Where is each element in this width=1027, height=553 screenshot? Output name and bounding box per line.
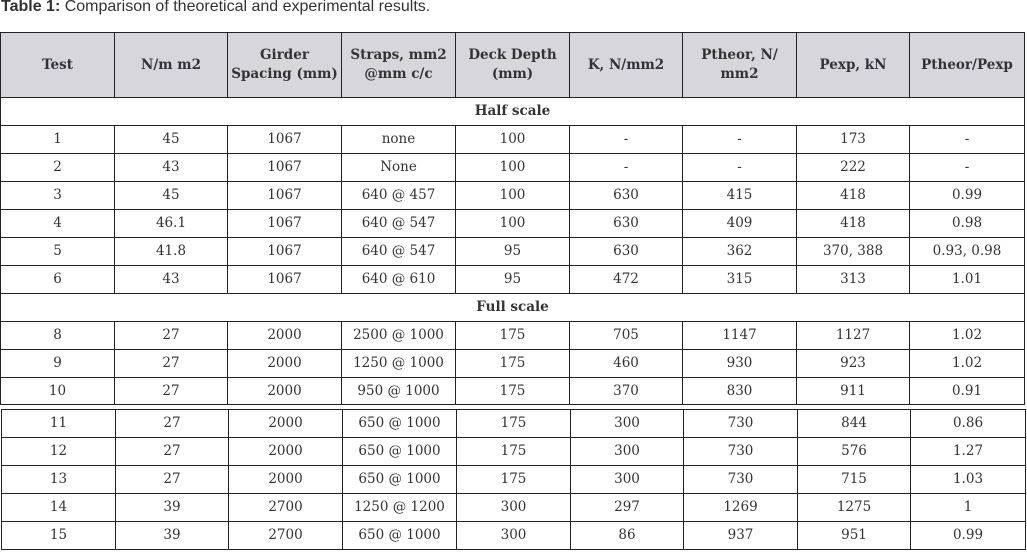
- cell: 2700: [229, 494, 343, 522]
- cell: 175: [456, 378, 570, 405]
- cell: 730: [684, 410, 798, 438]
- cell: 1127: [797, 322, 910, 350]
- caption-label: Table 1:: [1, 0, 61, 15]
- table-row: [1, 238, 1025, 266]
- cell: 415: [683, 182, 797, 210]
- cell: 640 @ 547: [342, 238, 456, 266]
- section-title: Half scale: [1, 98, 1025, 126]
- cell: 0.99: [911, 522, 1026, 550]
- cell: 13: [2, 466, 116, 494]
- cell: 630: [570, 182, 683, 210]
- cell: 39: [116, 494, 229, 522]
- cell: -: [683, 154, 797, 182]
- col-header-ptheor: Ptheor, N/ mm2: [683, 33, 797, 98]
- cell: 173: [797, 126, 910, 154]
- cell: 630: [570, 238, 683, 266]
- cell: 370, 388: [797, 238, 910, 266]
- cell: 1147: [683, 322, 797, 350]
- cell: 300: [457, 522, 571, 550]
- col-header-pexp: Pexp, kN: [797, 33, 910, 98]
- cell: None: [342, 154, 456, 182]
- col-header-deck-depth: Deck Depth (mm): [456, 33, 570, 98]
- cell: 911: [797, 378, 910, 405]
- table-row: [2, 522, 1026, 550]
- table-row: [2, 438, 1026, 466]
- cell: 1067: [228, 182, 342, 210]
- cell: 705: [570, 322, 683, 350]
- table-row: [1, 126, 1025, 154]
- cell: -: [683, 126, 797, 154]
- cell: -: [570, 154, 683, 182]
- cell: 576: [798, 438, 911, 466]
- cell: 12: [2, 438, 116, 466]
- cell: 39: [116, 522, 229, 550]
- cell: 1067: [228, 238, 342, 266]
- cell: 8: [1, 322, 115, 350]
- cell: 640 @ 610: [342, 266, 456, 294]
- cell: 10: [1, 378, 115, 405]
- table-row: [1, 378, 1025, 405]
- table-row: [1, 182, 1025, 210]
- cell: 1250 @ 1000: [342, 350, 456, 378]
- cell: 362: [683, 238, 797, 266]
- caption-text: Comparison of theoretical and experimental results.: [60, 0, 431, 15]
- cell: 923: [797, 350, 910, 378]
- cell: 2000: [229, 410, 343, 438]
- cell: 2700: [229, 522, 343, 550]
- cell: 15: [2, 522, 116, 550]
- cell: 27: [116, 438, 229, 466]
- cell: 41.8: [115, 238, 228, 266]
- cell: 0.91: [910, 378, 1025, 405]
- cell: 1269: [684, 494, 798, 522]
- cell: 95: [456, 266, 570, 294]
- table-row: [2, 410, 1026, 438]
- cell: 472: [570, 266, 683, 294]
- cell: -: [910, 154, 1025, 182]
- col-header-load: N/m m2: [115, 33, 228, 98]
- cell: 5: [1, 238, 115, 266]
- cell: 730: [684, 466, 798, 494]
- cell: 175: [456, 322, 570, 350]
- cell: 715: [798, 466, 911, 494]
- cell: 630: [570, 210, 683, 238]
- section-title: Full scale: [1, 294, 1025, 322]
- cell: 640 @ 547: [342, 210, 456, 238]
- col-header-girder-spacing: Girder Spacing (mm): [228, 33, 342, 98]
- cell: 650 @ 1000: [343, 438, 457, 466]
- header-row: [1, 33, 1025, 98]
- cell: 950 @ 1000: [342, 378, 456, 405]
- cell: 2500 @ 1000: [342, 322, 456, 350]
- cell: 951: [798, 522, 911, 550]
- table-caption: [1, 0, 430, 17]
- table-row: [1, 266, 1025, 294]
- cell: 409: [683, 210, 797, 238]
- cell: none: [342, 126, 456, 154]
- cell: 27: [115, 350, 228, 378]
- cell: 300: [571, 438, 684, 466]
- results-table: [0, 32, 1025, 405]
- cell: 2000: [228, 378, 342, 405]
- col-header-ratio: Ptheor/Pexp: [910, 33, 1025, 98]
- cell: 2000: [229, 438, 343, 466]
- cell: 1: [1, 126, 115, 154]
- cell: 2000: [229, 466, 343, 494]
- cell: 370: [570, 378, 683, 405]
- cell: 930: [683, 350, 797, 378]
- cell: 1.01: [910, 266, 1025, 294]
- cell: 1.02: [910, 350, 1025, 378]
- cell: 1067: [228, 210, 342, 238]
- cell: 650 @ 1000: [343, 410, 457, 438]
- cell: 175: [456, 350, 570, 378]
- cell: 830: [683, 378, 797, 405]
- cell: 844: [798, 410, 911, 438]
- col-header-straps: Straps, mm2 @mm c/c: [342, 33, 456, 98]
- cell: 1.27: [911, 438, 1026, 466]
- table-row: [2, 466, 1026, 494]
- cell: 175: [457, 466, 571, 494]
- cell: 0.86: [911, 410, 1026, 438]
- cell: 1067: [228, 154, 342, 182]
- cell: 6: [1, 266, 115, 294]
- cell: 315: [683, 266, 797, 294]
- cell: 460: [570, 350, 683, 378]
- cell: 175: [457, 410, 571, 438]
- cell: 0.98: [910, 210, 1025, 238]
- results-table-continued: [1, 409, 1026, 550]
- cell: 43: [115, 154, 228, 182]
- cell: 45: [115, 126, 228, 154]
- table-row: [1, 154, 1025, 182]
- cell: 300: [457, 494, 571, 522]
- cell: 1275: [798, 494, 911, 522]
- table-row: [1, 322, 1025, 350]
- cell: 11: [2, 410, 116, 438]
- cell: 9: [1, 350, 115, 378]
- cell: 2: [1, 154, 115, 182]
- cell: 2000: [228, 350, 342, 378]
- section-row-full-scale: [1, 294, 1025, 322]
- cell: 27: [115, 378, 228, 405]
- cell: 175: [457, 438, 571, 466]
- cell: 1: [911, 494, 1026, 522]
- cell: 46.1: [115, 210, 228, 238]
- cell: 1067: [228, 266, 342, 294]
- cell: 418: [797, 210, 910, 238]
- cell: 95: [456, 238, 570, 266]
- cell: 27: [116, 466, 229, 494]
- cell: 3: [1, 182, 115, 210]
- cell: 222: [797, 154, 910, 182]
- cell: 313: [797, 266, 910, 294]
- cell: 1.03: [911, 466, 1026, 494]
- cell: 100: [456, 210, 570, 238]
- col-header-k: K, N/mm2: [570, 33, 683, 98]
- cell: 27: [115, 322, 228, 350]
- cell: 100: [456, 126, 570, 154]
- cell: 0.99: [910, 182, 1025, 210]
- cell: 300: [571, 410, 684, 438]
- cell: 650 @ 1000: [343, 522, 457, 550]
- cell: 86: [571, 522, 684, 550]
- cell: 650 @ 1000: [343, 466, 457, 494]
- cell: 418: [797, 182, 910, 210]
- cell: -: [570, 126, 683, 154]
- cell: 937: [684, 522, 798, 550]
- cell: 4: [1, 210, 115, 238]
- cell: 300: [571, 466, 684, 494]
- cell: 45: [115, 182, 228, 210]
- cell: 2000: [228, 322, 342, 350]
- cell: 100: [456, 154, 570, 182]
- cell: 100: [456, 182, 570, 210]
- table-row: [2, 494, 1026, 522]
- cell: 43: [115, 266, 228, 294]
- col-header-test: Test: [1, 33, 115, 98]
- cell: 297: [571, 494, 684, 522]
- cell: 27: [116, 410, 229, 438]
- cell: 730: [684, 438, 798, 466]
- cell: -: [910, 126, 1025, 154]
- cell: 1067: [228, 126, 342, 154]
- cell: 1250 @ 1200: [343, 494, 457, 522]
- table-row: [1, 210, 1025, 238]
- cell: 0.93, 0.98: [910, 238, 1025, 266]
- cell: 1.02: [910, 322, 1025, 350]
- cell: 14: [2, 494, 116, 522]
- table-row: [1, 350, 1025, 378]
- section-row-half-scale: [1, 98, 1025, 126]
- cell: 640 @ 457: [342, 182, 456, 210]
